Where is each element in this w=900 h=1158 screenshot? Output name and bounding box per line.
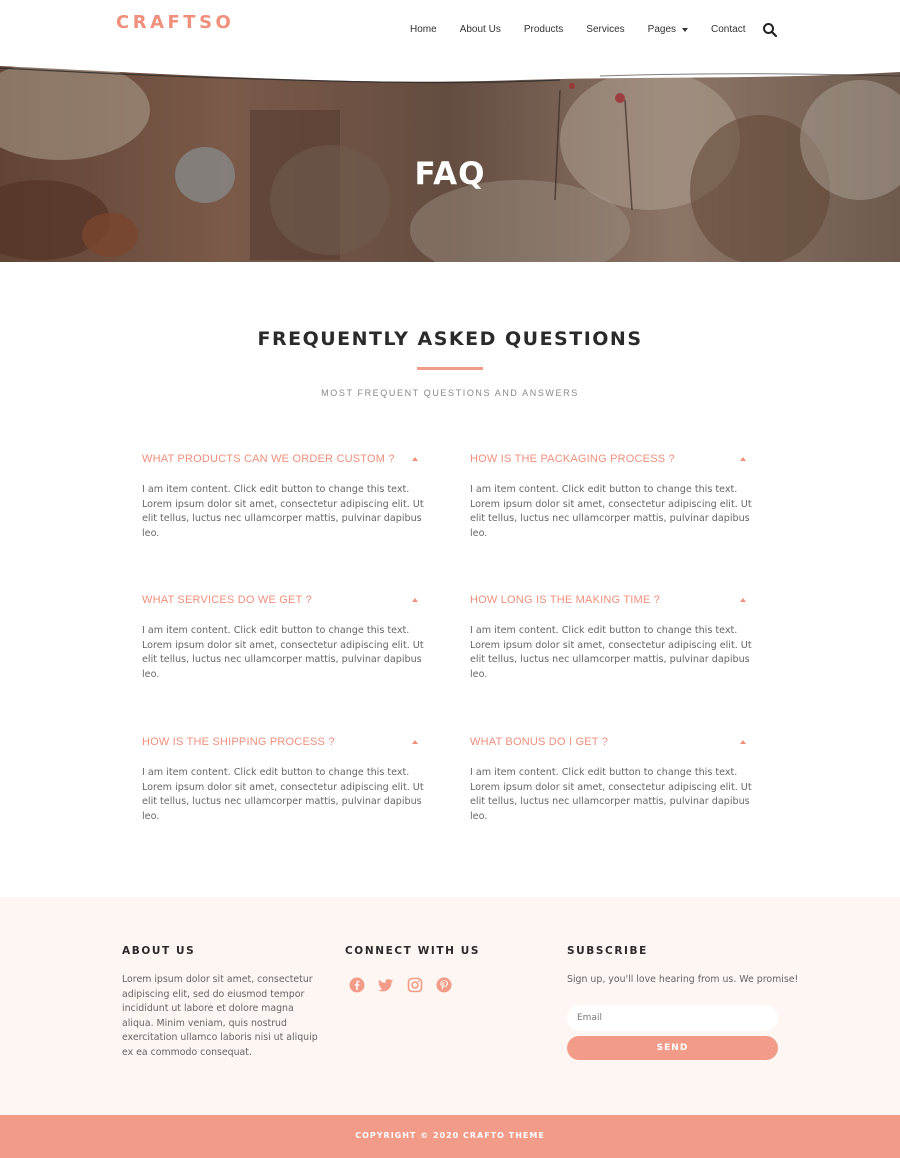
chevron-up-icon (412, 457, 418, 461)
faq-item (470, 593, 756, 682)
faq-item (470, 735, 756, 824)
faq-answer: I am item content. Click edit button to change this text. Lorem ipsum dolor sit amet, consectetur adipiscing elit. Ut elit tellus, luctus nec ullamcorper mattis, pulvinar dapibus leo. (470, 767, 752, 822)
nav-about-us[interactable]: About Us (459, 24, 501, 35)
nav-products[interactable]: Products (523, 24, 564, 35)
faq-item (142, 735, 428, 824)
twitter-icon[interactable] (378, 977, 394, 993)
faq-heading: FREQUENTLY ASKED QUESTIONS (257, 328, 643, 350)
subscribe-text: Sign up, you'll love hearing from us. We promise! (567, 974, 799, 985)
faq-answer: I am item content. Click edit button to change this text. Lorem ipsum dolor sit amet, consectetur adipiscing elit. Ut elit tellus, luctus nec ullamcorper mattis, pulvinar dapibus leo. (470, 625, 752, 680)
chevron-up-icon (740, 740, 746, 744)
chevron-up-icon (740, 598, 746, 602)
chevron-up-icon (740, 457, 746, 461)
faq-question: HOW IS THE PACKAGING PROCESS ? (470, 453, 675, 465)
faq-question-toggle[interactable] (470, 735, 756, 749)
main-nav (410, 24, 768, 35)
faq-answer: I am item content. Click edit button to change this text. Lorem ipsum dolor sit amet, consectetur adipiscing elit. Ut elit tellus, luctus nec ullamcorper mattis, pulvinar dapibus leo. (470, 484, 752, 539)
facebook-icon[interactable] (349, 977, 365, 993)
nav-home[interactable]: Home (410, 24, 437, 35)
search-icon[interactable] (762, 22, 778, 38)
site-footer (0, 897, 900, 1115)
social-links (349, 977, 465, 993)
faq-question-toggle[interactable] (470, 593, 756, 607)
chevron-up-icon (412, 740, 418, 744)
site-header (0, 0, 900, 62)
faq-question: HOW IS THE SHIPPING PROCESS ? (142, 736, 335, 748)
nav-contact[interactable]: Contact (711, 24, 746, 35)
faq-subheading: MOST FREQUENT QUESTIONS AND ANSWERS (321, 388, 579, 398)
faq-question: HOW LONG IS THE MAKING TIME ? (470, 594, 660, 606)
faq-question-toggle[interactable] (470, 452, 756, 466)
pinterest-icon[interactable] (436, 977, 452, 993)
faq-item (142, 452, 428, 541)
copyright-text: COPYRIGHT © 2020 CRAFTO THEME (355, 1131, 545, 1140)
footer-connect-title: CONNECT WITH US (345, 945, 481, 957)
site-logo[interactable]: CRAFTSO (116, 12, 235, 33)
instagram-icon[interactable] (407, 977, 423, 993)
footer-subscribe-title: SUBSCRIBE (567, 945, 648, 957)
faq-question-toggle[interactable] (142, 593, 428, 607)
faq-answer: I am item content. Click edit button to change this text. Lorem ipsum dolor sit amet, consectetur adipiscing elit. Ut elit tellus, luctus nec ullamcorper mattis, pulvinar dapibus leo. (142, 625, 424, 680)
send-button[interactable]: SEND (567, 1036, 778, 1060)
nav-pages-label: Pages (647, 24, 677, 35)
page-title: FAQ (414, 156, 486, 192)
hero-banner (0, 50, 900, 262)
faq-question-toggle[interactable] (142, 735, 428, 749)
nav-pages[interactable] (648, 24, 688, 35)
footer-about-text: Lorem ipsum dolor sit amet, consectetur adipiscing elit, sed do eiusmod tempor incididunt ut labore et dolore magna aliqua. Minim veniam, quis nostrud exercitation ullamco laboris nisi ut aliquip ex ea commodo consequat. (122, 974, 318, 1058)
faq-question: WHAT PRODUCTS CAN WE ORDER CUSTOM ? (142, 453, 395, 465)
faq-question: WHAT BONUS DO I GET ? (470, 736, 609, 748)
faq-question: WHAT SERVICES DO WE GET ? (142, 594, 312, 606)
nav-services[interactable]: Services (586, 24, 625, 35)
chevron-up-icon (412, 598, 418, 602)
faq-item (142, 593, 428, 682)
email-field[interactable] (567, 1005, 778, 1031)
heading-divider (417, 367, 483, 370)
faq-question-toggle[interactable] (142, 452, 428, 466)
chevron-down-icon (682, 28, 688, 32)
copyright-bar (0, 1115, 900, 1158)
footer-about-title: ABOUT US (122, 945, 196, 957)
faq-item (470, 452, 756, 541)
faq-answer: I am item content. Click edit button to change this text. Lorem ipsum dolor sit amet, consectetur adipiscing elit. Ut elit tellus, luctus nec ullamcorper mattis, pulvinar dapibus leo. (142, 767, 424, 822)
faq-answer: I am item content. Click edit button to change this text. Lorem ipsum dolor sit amet, consectetur adipiscing elit. Ut elit tellus, luctus nec ullamcorper mattis, pulvinar dapibus leo. (142, 484, 424, 539)
